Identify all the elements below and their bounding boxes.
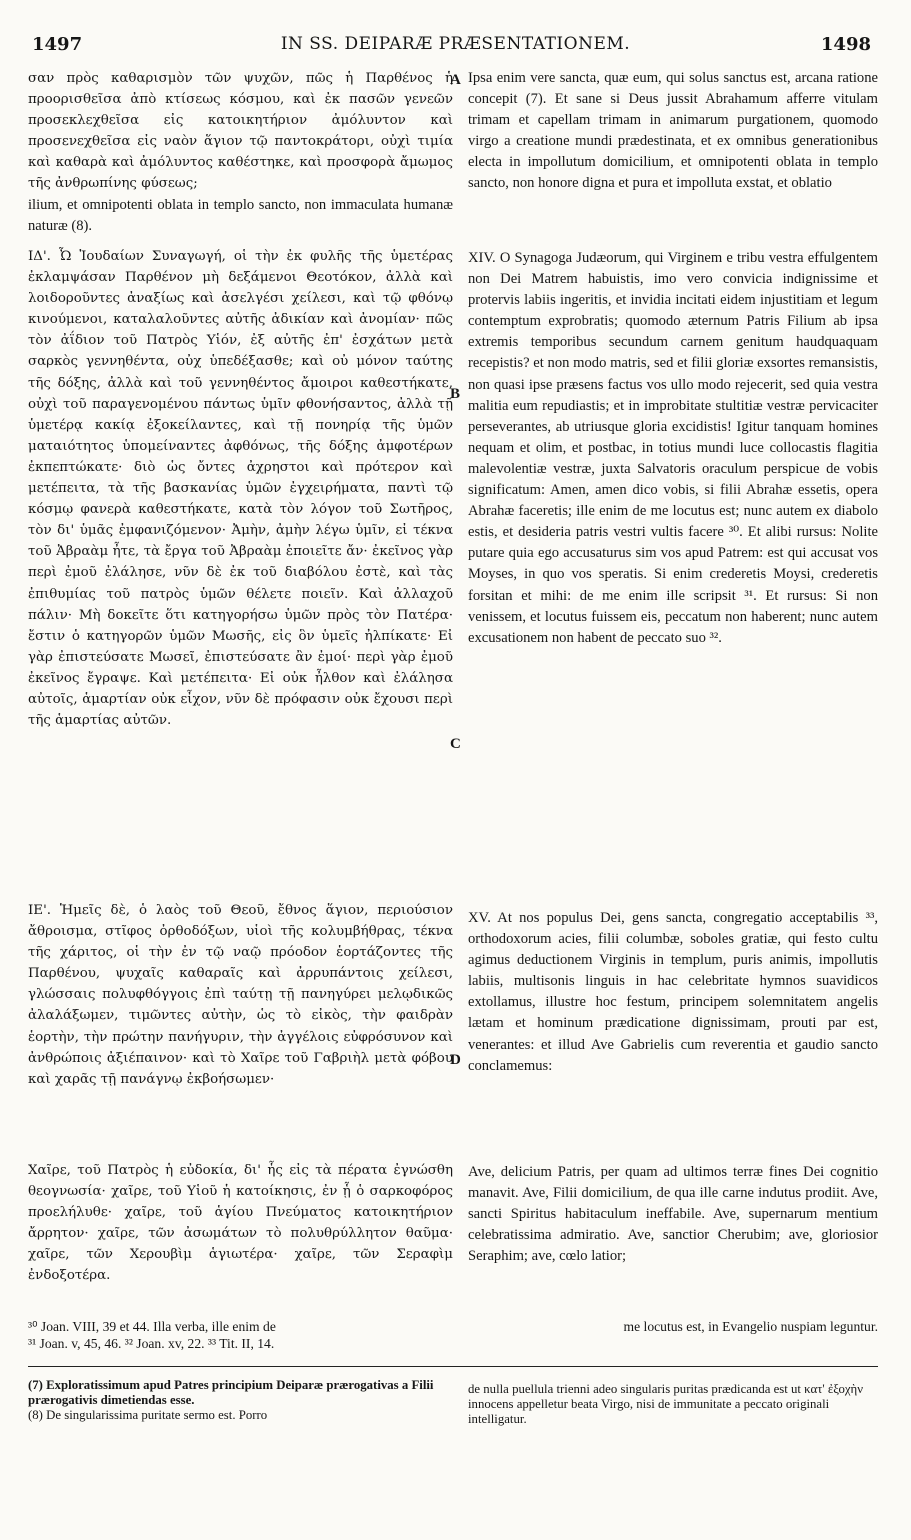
- footnotes: [28, 1318, 878, 1352]
- margin-marker-c: C: [450, 736, 461, 752]
- editor-notes-right: [468, 1382, 878, 1427]
- margin-marker-b: B: [450, 386, 461, 402]
- latin-continuation: ilium, et omnipotenti oblata in templo sancto, non immaculata humanæ naturæ (8).: [28, 196, 453, 234]
- latin-text: XV. At nos populus Dei, gens sancta, congregatio acceptabilis ³³, orthodoxorum acies, filii columbæ, soboles gratiæ, qui festo cultu agimus deductionem Virginis in templum, puris animis, impollutis labiis, multisonis linguis in hac celebritate hymnos suavidicos extollamus, illustre hoc festum, principem solemnitatem angelis lætam et hominum prædicatione dignissimam, prouti par est, venerantes: et illud Ave Gabrielis cum reverentia et gaudio sancto conclamemus:: [468, 910, 878, 1074]
- margin-marker-d: D: [450, 1052, 461, 1068]
- latin-text: XIV. O Synagoga Judæorum, qui Virginem e tribu vestra effulgentem non Dei Matrem habuistis, imo vero convicia indignissime et protervis labiis ingeritis, et invidia incitati eidem injustitiam et legum contemptum exprobratis; quomodo æternum Patris Filium ab ipsa extremis temporibus secundum carnem genitum haudquaquam recepistis? et non modo matris, sed et filii gloriæ exsortes remansistis, non quasi ipse præsens factus vos ullo modo rejecerit, sed quia vestra malitia eum repudiastis; et in improbitate stultitiæ vestræ pervicaciter perseverantes, ab utriusque gloria excidistis! Igitur tanquam homines nequam et olim, et postbac, in totius mundi luce collocastis flagitia malevolentiæ vestræ, juxta Salvatoris oraculum perspicue de vobis significatum: Amen, amen dico vobis, si filii Abrahæ essetis, opera Abrahæ faceretis; ille enim de me locutus est; nunc autem ex diabolo estis, et desideria patris vestri vultis facere ³⁰. Et alibi rursus: Nolite putare quia ego accusaturus sim vos apud Patrem: est qui accusat vos Moyses, in quo vos speratis. Si enim crederetis Moysi, crederetis forsitan et mihi: de me enim ille scripsit ³¹. Et rursus: Si non venissem, et locutus fuissem eis, peccatum non haberent; nunc autem excusationem non habent de peccato suo ³².: [468, 250, 878, 646]
- greek-paragraph-15: [28, 900, 453, 1090]
- page-header: [0, 34, 911, 62]
- latin-paragraph-14: [468, 248, 878, 649]
- latin-paragraph-salutations: [468, 1162, 878, 1267]
- page-number-left: 1497: [32, 34, 83, 55]
- footnote-line: me locutus est, in Evangelio nuspiam leguntur.: [623, 1319, 878, 1334]
- latin-paragraph-1: [468, 68, 878, 195]
- latin-paragraph-15: [468, 908, 878, 1077]
- note-8: (8) De singularissima puritate sermo est. Porro: [28, 1408, 268, 1422]
- margin-marker-a: A: [450, 72, 461, 88]
- greek-text: ΙΕ'. Ἡμεῖς δὲ, ὁ λαὸς τοῦ Θεοῦ, ἔθνος ἅγιον, περιούσιον ἄθροισμα, στῖφος ὀρθοδόξων, υἱοὶ τῆς κολυμβήθρας, τέκνα τῆς χάριτος, οἱ τὴν ἐν τῷ ναῷ πρόοδον ἑορτάζοντες τῆς Παρθένου, ψυχαῖς καθαραῖς καὶ ἀρρυπάντοις χείλεσι, γλώσσαις πολυφθόγγοις ἐπὶ ταύτῃ τῇ πανηγύρει μελῳδικῶς ἀλαλάξωμεν, τιμῶντες αὐτὴν, ὡς τὸ εἰκὸς, τὴν φαιδρὰν ἑορτὴν, τὴν πρώτην πανήγυριν, τὴν ἀγγέλοις εὐφρόσυνον καὶ ἀνθρώποις ἀξιέπαινον· καὶ τὸ Χαῖρε τοῦ Γαβριὴλ μετὰ φόβου καὶ χαρᾶς τῇ πανάγνῳ ἐκβοήσωμεν·: [28, 903, 453, 1087]
- greek-text: σαν πρὸς καθαρισμὸν τῶν ψυχῶν, πῶς ἡ Παρθένος ἡ προορισθεῖσα ἀπὸ κτίσεως κόσμου, καὶ ἐκ πασῶν γενεῶν προσεκλεχθεῖσα εἰς κατοικητήριον ἀμόλυντον καὶ προσενεχθεῖσα εἰς ναὸν ἅγιον τῷ παντοκράτορι, οὐχὶ τιμία καὶ καθαρὰ καὶ ἀμόλυντος καθέστηκε, καὶ προσφορὰ ἄμωμος τῆς ἀνθρωπίνης φύσεως;: [28, 71, 453, 192]
- note-7: (7) Exploratissimum apud Patres principium Deiparæ prærogativas a Filii prærogativis dimetiendas esse.: [28, 1378, 434, 1407]
- greek-text: ΙΔ'. Ὦ Ἰουδαίων Συναγωγή, οἱ τὴν ἐκ φυλῆς τῆς ὑμετέρας ἐκλαμψάσαν Παρθένον μὴ δεξάμενοι Θεοτόκον, ἀλλὰ καὶ λοιδοροῦντες ἀναξίως καὶ ἀσελγέσι χείλεσι, καὶ τῷ φθόνῳ κινούμενοι, καταλαλοῦντες αὐτῆς ἀδικίαν καὶ ἀνομίαν· πῶς τὸν ἀΐδιον τοῦ Πατρὸς Υἱόν, ἐξ αὐτῆς ἐπ' ἐσχάτων μετὰ σαρκὸς γεννηθέντα, οὐχ ὑπεδέξασθε; καὶ οὐ μόνον ταύτης τῆς δόξης, ἀλλὰ καὶ τοῦ γεννηθέντος ἄμοιροι καθεστήκατε, οὐχὶ τοῦ παραγενομένου πάντως ὑμῖν φθονήσαντος, ἀλλὰ τῇ ὑμετέρᾳ κακίᾳ ἐξοκείλαντες, καὶ τῇ πονηρίᾳ τῆς ὑμῶν ματαιότητος ὑπομείναντες ἀφθόνως, τῆς δόξης ἀμφοτέρων ἐκπεπτώκατε· διὸ ὡς ὄντες ἀχρηστοι καὶ πρότερον καὶ μετέπειτα, τὰ τῆς βασκανίας ὑμῶν ἐγχειρήματα, παντὶ τῷ κόσμῳ φανερὰ καθεστήκατε, κατὰ τὸν λόγον τοῦ Σωτῆρος, τὸν δι' ὑμᾶς ἐμφανιζόμενον· Ἀμὴν, ἀμὴν λέγω ὑμῖν, εἰ τέκνα τοῦ Ἀβραὰμ ἦτε, τὰ ἔργα τοῦ Ἀβραὰμ ἐποιεῖτε ἄν· ἐκεῖνος γὰρ περὶ ἐμοῦ ἐλάλησε, νῦν δὲ ἐκ τοῦ διαβόλου ἐστὲ, καὶ τὰς ἐπιθυμίας τοῦ πατρὸς ὑμῶν θέλετε ποιεῖν. Καὶ ἀλλαχοῦ πάλιν· Μὴ δοκεῖτε ὅτι κατηγορήσω ὑμῶν πρὸς τὸν Πατέρα· ἔστιν ὁ κατηγορῶν ὑμῶν Μωσῆς, εἰς ὃν ὑμεῖς ἠλπίκατε· Εἰ γὰρ ἐπιστεύσατε Μωσεῖ, ἐπιστεύσατε ἂν ἐμοί· περὶ γὰρ ἐμοῦ ἐκεῖνος ἔγραψε. Καὶ μετέπειτα· Εἰ οὐκ ἦλθον καὶ ἐλάλησα αὐτοῖς, ἁμαρτίαν οὐκ εἶχον, νῦν δὲ πρόφασιν οὐκ ἔχουσι περὶ τῆς ἁμαρτίας αὐτῶν.: [28, 249, 453, 729]
- note-continuation: de nulla puellula trienni adeo singularis puritas prædicanda est ut κατ' ἐξοχὴν innocens appelletur beata Virgo, nisi de immunitate a peccato originali intelligatur.: [468, 1382, 864, 1426]
- greek-paragraph-salutations: [28, 1160, 453, 1287]
- divider-rule: [28, 1366, 878, 1367]
- greek-paragraph-1: [28, 68, 453, 234]
- editor-notes-left: [28, 1378, 448, 1423]
- latin-text: Ave, delicium Patris, per quam ad ultimos terræ fines Dei cognitio manavit. Ave, Filii domicilium, de qua ille carne indutus prodiit. Ave, sancti Spiritus habitaculum ineffabile. Ave, supernarum mentium celebratissima admiratio. Ave, sanctior Cherubim; ave, gloriosior Seraphim; ave, cœlo latior;: [468, 1164, 878, 1265]
- running-title: IN SS. DEIPARÆ PRÆSENTATIONEM.: [280, 34, 631, 54]
- greek-paragraph-14: [28, 246, 453, 731]
- footnote-line: ³⁰ Joan. VIII, 39 et 44. Illa verba, ille enim de: [28, 1319, 276, 1334]
- greek-text: Χαῖρε, τοῦ Πατρὸς ἡ εὐδοκία, δι' ἧς εἰς τὰ πέρατα ἐγνώσθη θεογνωσία· χαῖρε, τοῦ Υἱοῦ ἡ κατοίκησις, ἐν ᾗ ὁ σαρκοφόρος προελήλυθε· χαῖρε, τοῦ ἁγίου Πνεύματος κατοικητήριον ἄρρητον· χαῖρε, τῶν ἀσωμάτων τὸ πολυθρύλλητον θαῦμα· χαῖρε, τῶν Χερουβὶμ ἁγιωτέρα· χαῖρε, τῶν Σεραφὶμ ἐνδοξοτέρα.: [28, 1163, 453, 1284]
- latin-text: Ipsa enim vere sancta, quæ eum, qui solus sanctus est, arcana ratione concepit (7). Et sane si Deus jussit Abrahamum afferre vitulam trimam et capellam trimam in animarum purgationem, quomodo virgo a creatione mundi prædestinata, et ex omnibus generationibus electa in impollutum domicilium, et omnipotenti oblata in templo sancto, non honore digna et pura et impolluta exstat, et oblatio: [468, 70, 878, 192]
- footnote-line: ³¹ Joan. v, 45, 46. ³² Joan. xv, 22. ³³ Tit. II, 14.: [28, 1336, 275, 1351]
- page-number-right: 1498: [820, 34, 871, 55]
